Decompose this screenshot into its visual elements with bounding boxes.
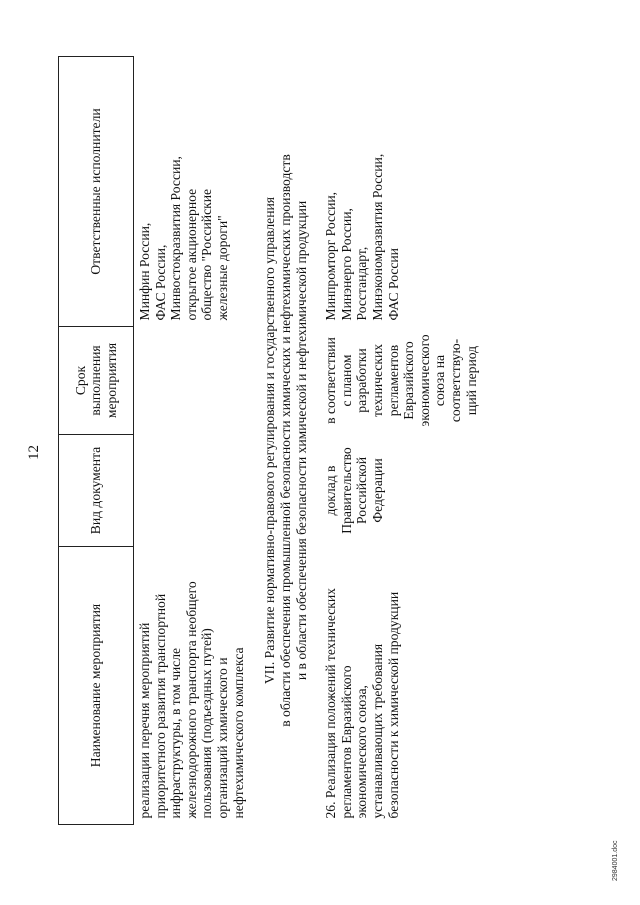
table-header-row — [59, 57, 134, 825]
table-row — [320, 57, 482, 825]
table-row — [134, 57, 255, 825]
cell-doc-type — [134, 435, 255, 547]
cell-term — [134, 327, 255, 435]
document-file-code: 2984001.doc — [612, 840, 619, 881]
header-name: Наименование мероприятия — [59, 547, 134, 825]
cell-term: в соответствии с планом разработки технических регламентов Евразийского экономического союза на соответствую- щий период — [323, 334, 479, 427]
section-heading-row — [254, 57, 320, 825]
section-vii-heading: VII. Развитие нормативно-правового регулирования и государственного управления в области обеспечения промышленной безопасности химических и нефтехимических производств и в области обеспечения безопасности химической и нефтехимической продукции — [262, 154, 310, 727]
header-term: Срок выполнения мероприятия — [59, 327, 134, 435]
cell-measure-name: 26. Реализация положений технических регламентов Евразийского экономического союза, устанавливающих требования безопасности к химической продукции — [323, 588, 401, 819]
cell-measure-name: реализации перечня мероприятий приоритетного развития транспортной инфраструктуры, в том числе железнодорожного транспорта необщего пользования (подъездных путей) организаций химического и нефтехимического комплекса — [137, 581, 246, 819]
cell-responsible: Минпромторг России, Минэнерго России, Росстандарт, Минэкономразвития России, ФАС России — [323, 153, 401, 321]
cell-doc-type: доклад в Правительство Российской Федерации — [323, 447, 385, 534]
header-responsible: Ответственные исполнители — [59, 57, 134, 327]
page-number: 12 — [26, 445, 42, 460]
measures-table — [58, 56, 482, 825]
header-doc-type: Вид документа — [59, 435, 134, 547]
cell-responsible: Минфин России, ФАС России, Минвостокразвития России, открытое акционерное общество "Российские железные дороги" — [137, 156, 230, 321]
